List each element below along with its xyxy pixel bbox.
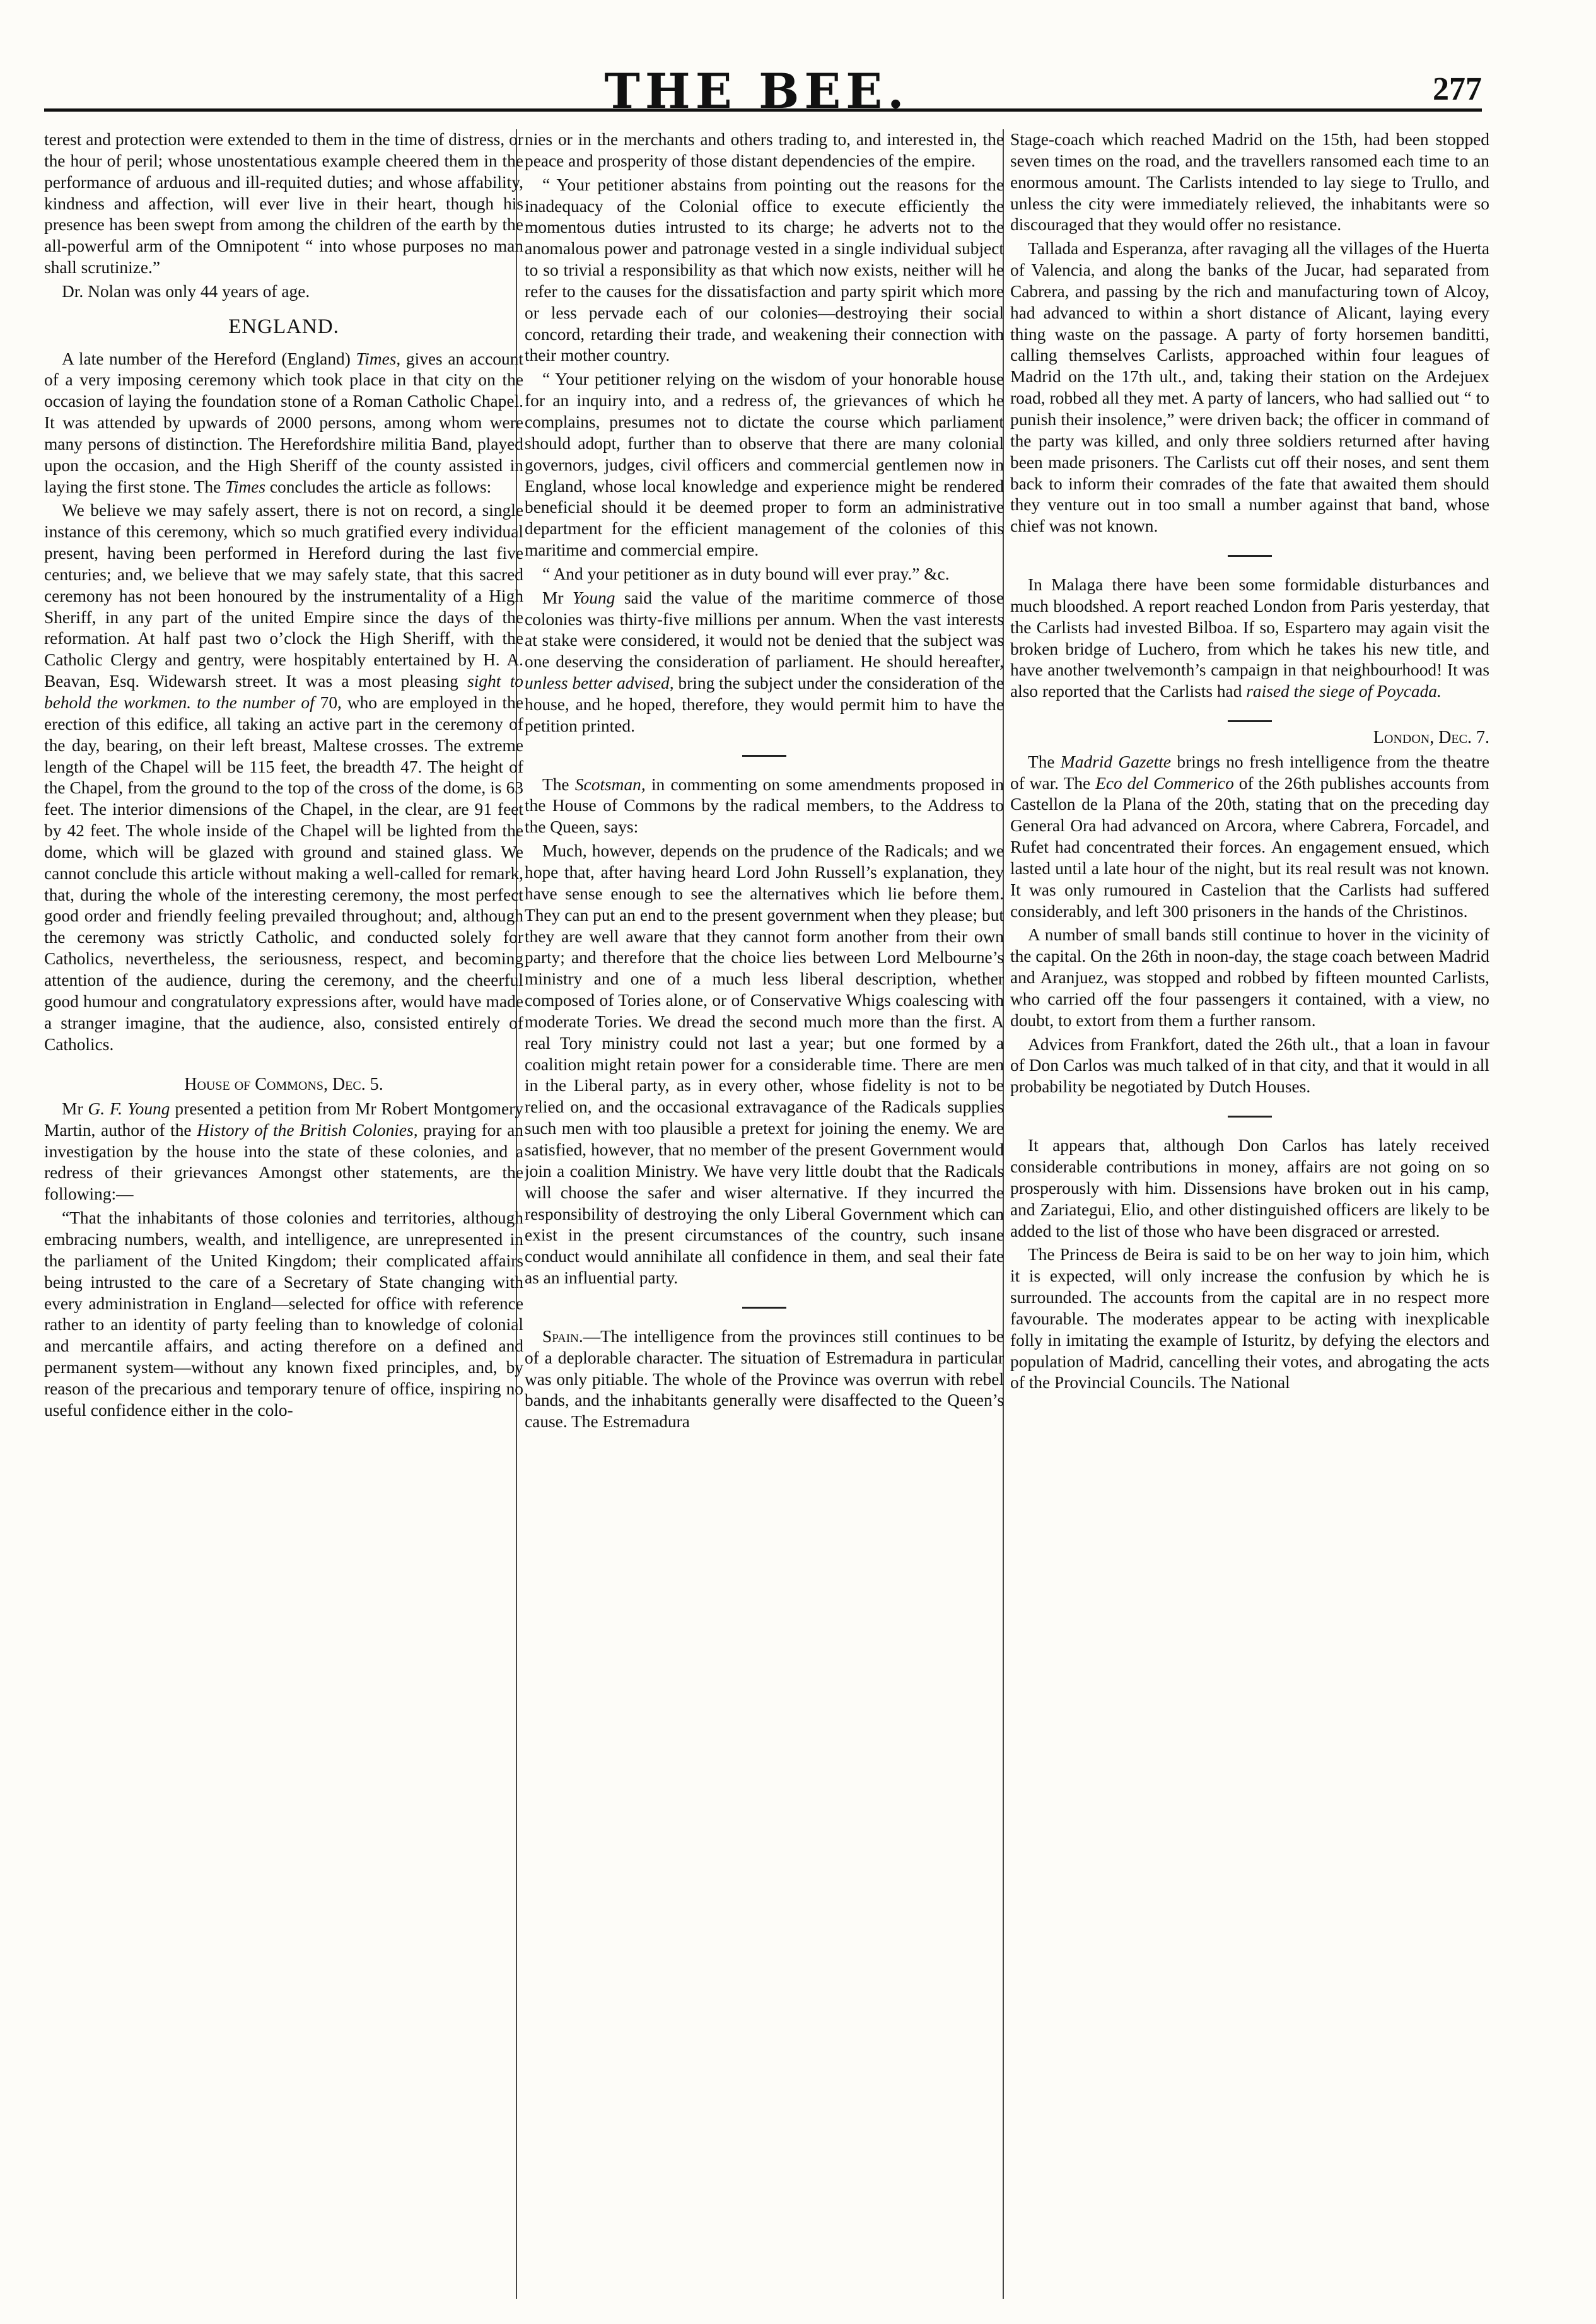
petition-text-2: nies or in the merchants and others trading to, and interested in, the peace and prosperity of those distant dependencies of the empire. [525,130,1004,170]
hereford-intro: A late number of the Hereford (England) Times, gives an account of a very imposing ceremony which took place in that city on the occasion of laying the foundation stone of a Roman Catholic Chapel. It was attended by upwards of 2000 persons, among whom were many persons of distinction. The Herefordshire militia Band, played upon the occasion, and the High Sheriff of the county assisted in laying the first stone. The Times concludes the article as follows: [44,349,523,496]
column-3 [1010,129,1489,2305]
don-carlos-news: It appears that, although Don Carlos has lately received considerable contributions in money, affairs are not going on so prosperously with him. Dissensions have broken out in his camp, and Zariategui, Elio, and other distinguished officers are likely to be added to the list of those who have been disgraced or arrested. [1010,1136,1489,1241]
scotsman-quote: Much, however, depends on the prudence of the Radicals; and we hope that, after having heard Lord John Russell’s explanation, they have sense enough to see the alternatives which lie before them. They can put an end to the present government when they please; but they are well aware that they cannot form another from their own party; and therefore that the choice lies between Lord Melbourne’s ministry and one of a much less liberal description, whether composed of Tories alone, or of Conservative Whigs coalescing with moderate Tories. We dread the second much more than the first. A real Tory ministry could not last a year; but one formed by a coalition might retain power for a considerable time. There are men in the Liberal party, as in every other, whose fidelity is not to be relied on, and the occasional extravagance of the Radicals supplies such men with too plausible a pretext for joining the enemy. We are satisfied, however, that no member of the present Government would join a coalition Ministry. We have very little doubt that the Radicals will choose the safer and wiser alternative. If they incurred the responsibility of destroying the only Liberal Government which can exist in the present circumstances of the country, such insane conduct would annihilate all confidence in them, and seal their fate as an influential party. [525,841,1004,1288]
madrid-gazette-news: The Madrid Gazette brings no fresh intelligence from the theatre of war. The Eco del Commerico of the 26th publishes accounts from Castellon de la Plana of the 20th, stating that on the preceding day General Ora had advanced on Arcora, where Cabrera, Forcadel, and Rufet had concentrated their forces. An engagement ensued, which lasted until a late hour of the night, but its real result was not known. It was only rumoured in Castelion that the Carlists had suffered considerably, and left 300 prisoners in the hands of the Christinos. [1010,752,1489,921]
london-dateline: London, Dec. 7. [1373,728,1489,748]
masthead-title: THE BEE. [604,63,909,119]
page-header [44,38,1482,119]
hereford-quote: We believe we may safely assert, there is not on record, a single instance of this ceremony, which so much gratified every individual present, having been performed in Hereford during the last five centuries; and, we believe that we may safely state, that this sacred ceremony has not been honoured by the instrumentality of a High Sheriff, in any part of the united Empire since the days of the reformation. At half past two o’clock the High Sheriff, with the Catholic Clergy and gentry, were hospitably entertained by H. A. Beavan, Esq. Widewarsh street. It was a most pleasing sight to behold the workmen. to the number of 70, who are employed in the erection of this edifice, all taking an active part in the ceremony of the day, bearing, on their left breast, Maltese crosses. The extreme length of the Chapel will be 115 feet, the breadth 47. The height of the Chapel, from the ground to the top of the cross of the dome, is 63 feet. The interior dimensions of the Chapel, in the clear, are 91 feet by 42 feet. The whole inside of the Chapel will be lighted from the dome, which will be glazed with ground and stained glass. We cannot conclude this article without making a well-called for remark, that, during the whole of the interesting ceremony, the most perfect good order and friendly feeling prevailed throughout; and, although the ceremony was strictly Catholic, and conducted solely for Catholics, nevertheless, the seriousness, respect, and becoming attention of the audience, during the ceremony, and the cheerful good humour and congratulatory expressions after, would have made a stranger imagine, that the audience, also, consisted entirely of Catholics. [44,501,523,1054]
small-bands-news: A number of small bands still continue to hover in the vicinity of the capital. On the 26th in noon-day, the stage coach between Madrid and Aranjuez, was stopped and robbed by fifteen mounted Carlists, who carried off the four passengers it contained, with a view, no doubt, to extort from them a further ransom. [1010,925,1489,1030]
column-1 [44,129,523,2305]
petition-text-4: “ Your petitioner relying on the wisdom of your honorable house for an inquiry into, and a redress of, the grievances of which he complains, presumes not to dictate the course which parliament should adopt, further than to observe that there are many colonial governors, judges, civil officers and commercial gentlemen now in England, whose local knowledge and experience might be rendered beneficial should it be deemed proper to form an administrative department for the efficient management of the colonies of this maritime and commercial empire. [525,370,1004,560]
header-rule [44,108,1482,112]
petition-intro: Mr G. F. Young presented a petition from Mr Robert Montgomery Martin, author of the History of the British Colonies, praying for an investigation by the house into the state of these colonies, and a redress of their grievances Amongst other statements, are the following:— [44,1099,523,1204]
malaga-news: In Malaga there have been some formidable disturbances and much bloodshed. A report reached London from Paris yesterday, that the Carlists had invested Bilboa. If so, Espartero may again visit the broken bridge of Luchero, from which he takes his new title, and have another twelvemonth’s campaign in that neighbourhood! It was also reported that the Carlists had raised the siege of Poycada. [1010,575,1489,701]
frankfort-news: Advices from Frankfort, dated the 26th ult., that a loan in favour of Don Carlos was much talked of in that city, and that it would in all probability be negotiated by Dutch Houses. [1010,1034,1489,1097]
petition-text-5: “ And your petitioner as in duty bound will ever pray.” &c. [542,564,950,583]
obituary-age: Dr. Nolan was only 44 years of age. [62,281,310,301]
scotsman-intro: The Scotsman, in commenting on some amendments proposed in the House of Commons by the radical members, to the Address to the Queen, says: [525,774,1004,837]
section-separator [742,1307,786,1309]
england-heading: ENGLAND. [228,315,339,338]
princess-news: The Princess de Beira is said to be on her way to join him, which it is expected, will only increase the confusion by which he is surrounded. The accounts from the capital are in no respect more favourable. The moderates appear to be acting with inexplicable folly in imitating the example of Isturitz, by defying the electors and population of Madrid, cancelling their votes, and abrogating the acts of the Provincial Councils. The National [1010,1245,1489,1393]
section-separator [1228,555,1272,557]
young-speech: Mr Young said the value of the maritime commerce of those colonies was thirty-five millions per annum. When the vast interests at stake were considered, it would not be denied that the subject was one deserving the consideration of parliament. He should hereafter, unless better advised, bring the subject under the consideration of the house, and he hoped, therefore, they would permit him to have the petition printed. [525,588,1004,735]
column-2 [525,129,1004,2305]
petition-text-3: “ Your petitioner abstains from pointing out the reasons for the inadequacy of the Colonial office to execute efficiently the momentous duties intrusted to its charge; he adverts not to the anomalous power and patronage vested in a single individual subject to so trivial a responsibility as that which now exists, neither will he refer to the causes for the dissatisfaction and party spirit which more or less pervade each of our colonies—destroying their social concord, retarding their trade, and weakening their connection with their mother country. [525,175,1004,365]
section-separator [1228,1116,1272,1118]
estremadura-news: Stage-coach which reached Madrid on the 15th, had been stopped seven times on the road, and the travellers ransomed each time to an enormous amount. The Carlists intended to lay siege to Trullo, and unless the city were immediately relieved, the inhabitants were so discouraged that they would offer no resistance. [1010,130,1489,235]
section-separator [742,755,786,757]
petition-text-1: “That the inhabitants of those colonies and territories, although embracing numbers, wealth, and intelligence, are unrepresented in the parliament of the United Kingdom; their complicated affairs being intrusted to the care of a Secretary of State changing with every administration in England—selected for office with reference rather to an identity of party feeling than to knowledge of colonial and mercantile affairs, and acting therefore on a defined and permanent system—without any known fixed principles, and, by reason of the precarious and temporary tenure of office, inspiring no useful confidence either in the colo- [44,1208,523,1420]
section-separator [1228,720,1272,722]
page-number: 277 [1433,71,1482,107]
commons-dateline: House of Commons, Dec. 5. [184,1075,383,1095]
valencia-news: Tallada and Esperanza, after ravaging all the villages of the Huerta of Valencia, and along the banks of the Jucar, had separated from Cabrera, and passing by the rich and manufacturing town of Alcoy, had advanced to within a short distance of Alicant, laying every thing waste on the passage. A party of forty horsemen banditti, calling themselves Carlists, approached within four leagues of Madrid on the 17th ult., and, taking their station on the Ardejuex road, robbed all they met. A party of lancers, who had sallied out “ to punish their insolence,” were driven back; the officer in command of the party was killed, and only three soldiers returned after having been made prisoners. The Carlists cut off their noses, and sent them back to inform their comrades of the fate that awaited them should they venture out in too small a number against that band, whose chief was not known. [1010,239,1489,536]
obituary-end: terest and protection were extended to them in the time of distress, or the hour of peril; whose unostentatious example cheered them in the performance of arduous and ill-requited duties; and whose affability, kindness and affection, will ever live in their heart, though his presence has been swept from among the children of the earth by the all-powerful arm of the Omnipotent “ into whose purposes no man shall scrutinize.” [44,130,523,277]
spain-news: Spain.—The intelligence from the provinces still continues to be of a deplorable character. The situation of Estremadura in particular was only pitiable. The whole of the Province was overrun with rebel bands, and the inhabitants generally were disaffected to the Queen’s cause. The Estremadura [525,1326,1004,1432]
